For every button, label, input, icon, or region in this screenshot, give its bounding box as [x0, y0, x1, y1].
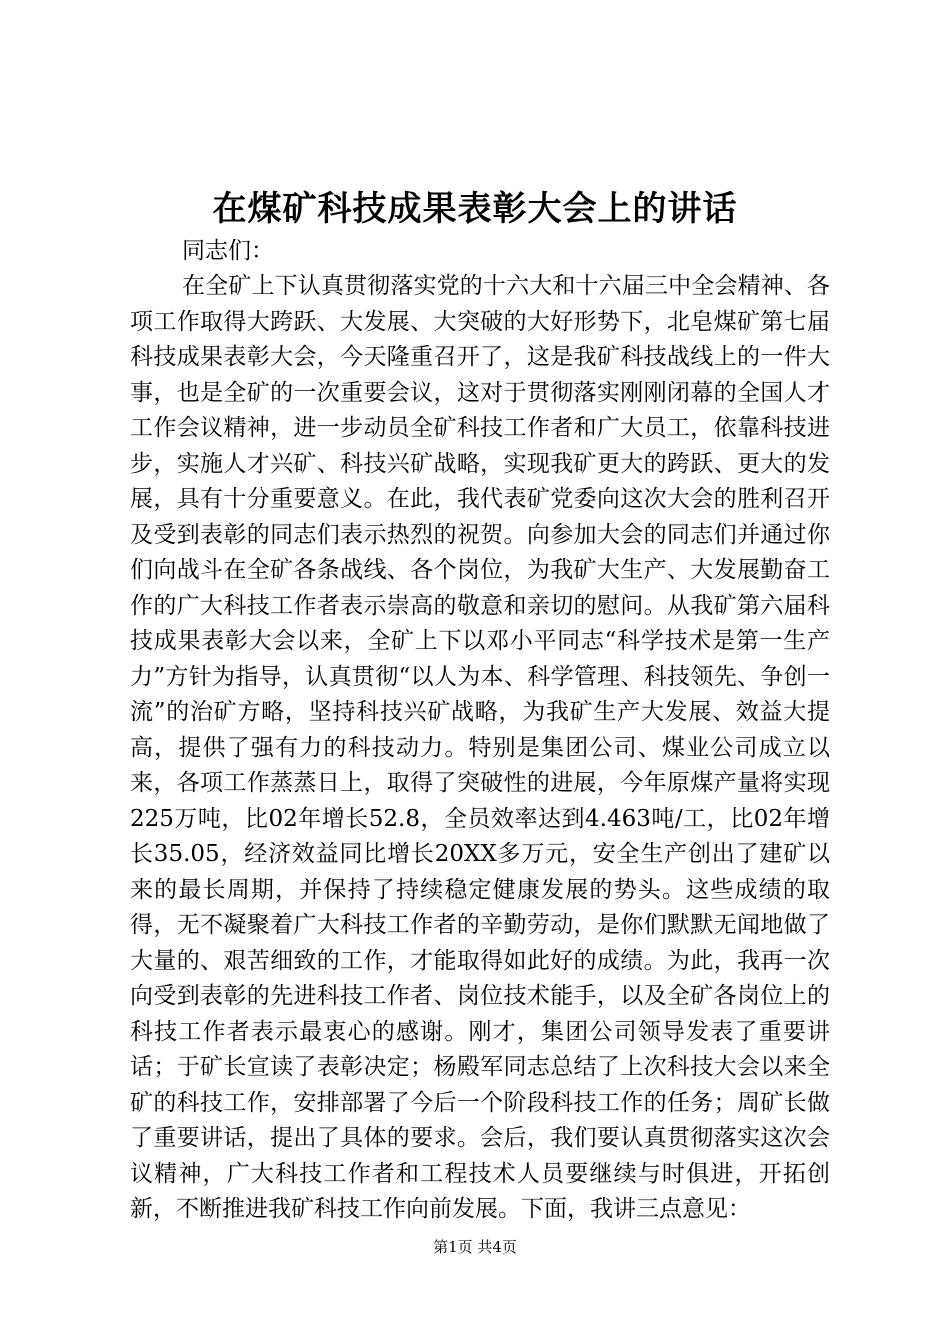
body-paragraph: 在全矿上下认真贯彻落实党的十六大和十六届三中全会精神、各项工作取得大跨跃、大发展、大突破的大好形势下，北皂煤矿第七届科技成果表彰大会，今天隆重召开了，这是我矿科技战线上的一件大事，也是全矿的一次重要会议，这对于贯彻落实刚刚闭幕的全国人才工作会议精神，进一步动员全矿科技工作者和广大员工，依靠科技进步，实施人才兴矿、科技兴矿战略，实现我矿更大的跨跃、更大的发展，具有十分重要意义。在此，我代表矿党委向这次大会的胜利召开及受到表彰的同志们表示热烈的祝贺。向参加大会的同志们并通过你们向战斗在全矿各条战线、各个岗位，为我矿大生产、大发展勤奋工作的广大科技工作者表示崇高的敬意和亲切的慰问。从我矿第六届科技成果表彰大会以来，全矿上下以邓小平同志“科学技术是第一生产力”方针为指导，认真贯彻“以人为本、科学管理、科技领先、争创一流”的治矿方略，坚持科技兴矿战略，为我矿生产大发展、效益大提高，提供了强有力的科技动力。特别是集团公司、煤业公司成立以来，各项工作蒸蒸日上，取得了突破性的进展，今年原煤产量将实现225万吨，比02年增长52.8，全员效率达到4.463吨/工，比02年增长35.05，经济效益同比增长20XX多万元，安全生产创出了建矿以来的最长周期，并保持了持续稳定健康发展的势头。这些成绩的取得，无不凝聚着广大科技工作者的辛勤劳动，是你们默默无闻地做了大量的、艰苦细致的工作，才能取得如此好的成绩。为此，我再一次向受到表彰的先进科技工作者、岗位技术能手，以及全矿各岗位上的科技工作者表示最衷心的感谢。刚才，集团公司领导发表了重要讲话；于矿长宣读了表彰决定；杨殿军同志总结了上次科技大会以来全矿的科技工作，安排部署了今后一个阶段科技工作的任务；周矿长做了重要讲话，提出了具体的要求。会后，我们要认真贯彻落实这次会议精神，广大科技工作者和工程技术人员要继续与时俱进，开拓创新，不断推进我矿科技工作向前发展。下面，我讲三点意见：	[130, 273, 830, 1222]
document-title: 在煤矿科技成果表彰大会上的讲话	[212, 189, 738, 229]
page-footer: 第1页 共4页	[433, 1238, 517, 1256]
salutation: 同志们：	[182, 238, 274, 264]
